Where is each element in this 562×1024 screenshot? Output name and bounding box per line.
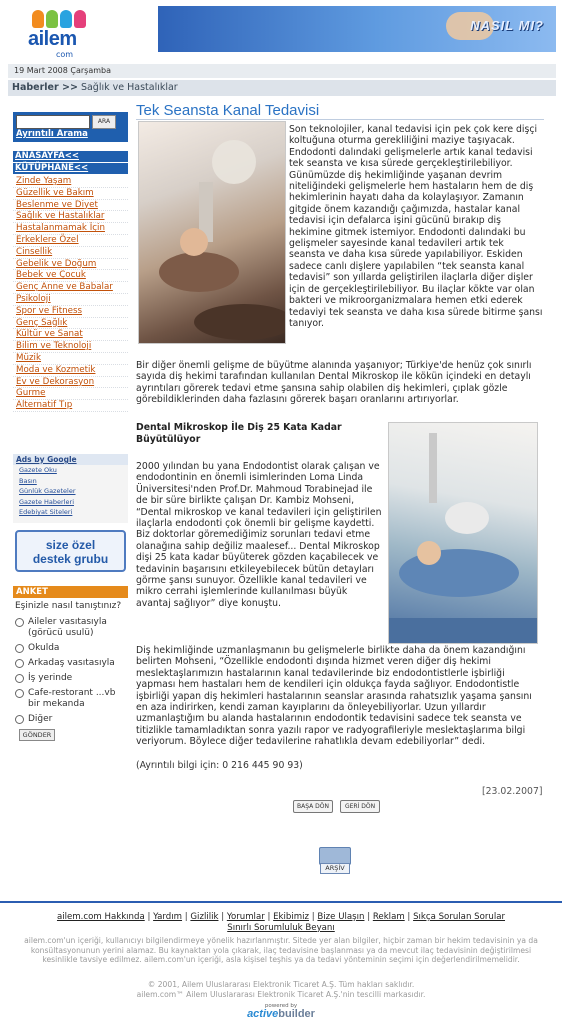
sidebar-category-item[interactable]: Bebek ve Çocuk [13,270,128,282]
logo-figure-icon [74,10,86,28]
go-back-button[interactable]: GERİ DÖN [340,800,380,813]
poll-option[interactable] [13,671,128,686]
patient-illustration [389,423,538,644]
footer-link[interactable]: Ekibimiz [273,912,310,922]
powered-by-logo[interactable] [246,1003,316,1020]
sidebar-category-item[interactable]: Gebelik ve Doğum [13,259,128,271]
footer-divider [0,901,562,903]
poll [13,586,128,743]
sidebar-category-item[interactable]: Müzik [13,353,128,365]
nav-home[interactable]: ANASAYFA<< [13,151,128,162]
poll-question: Eşinizle nasıl tanıştınız? [15,601,122,611]
sidebar-category-item[interactable]: Beslenme ve Diyet [13,200,128,212]
logo-suffix: com [56,50,74,59]
radio-button[interactable] [15,715,24,724]
poll-option-label: Okulda [28,643,60,653]
site-logo[interactable] [26,6,96,58]
article-title: Tek Seansta Kanal Tedavisi [136,102,320,119]
ads-header[interactable]: Ads by Google [13,454,128,465]
footer-link[interactable]: ailem.com Hakkında [56,912,145,922]
sidebar-category-item[interactable]: Alternatif Tıp [13,400,128,412]
search-button[interactable]: ARA [92,115,116,129]
nav-library[interactable]: KÜTÜPHANE<< [13,163,128,174]
radio-button[interactable] [15,674,24,683]
poll-option-label: İş yerinde [28,673,73,683]
poll-header: ANKET [13,586,128,598]
breadcrumb [8,80,556,96]
footer-links: ailem.com Hakkında | Yardım | Gizlilik | Yorumlar | Ekibimiz | Bize Ulaşın | Reklam | Sıkça Sorulan Sorular Sınırlı Sorumluluk Beyanı [56,912,506,933]
footer-link[interactable]: Gizlilik [190,912,219,922]
radio-button[interactable] [15,618,24,627]
poll-option-label: Arkadaş vasıtasıyla [28,658,115,668]
copyright-line-1: © 2001, Ailem Uluslararası Elektronik Ticaret A.Ş. Tüm hakları saklıdır. [147,980,415,989]
footer-link[interactable]: Sıkça Sorulan Sorular [413,912,506,922]
radio-button[interactable] [15,689,24,698]
back-to-top-button[interactable]: BAŞA DÖN [293,800,333,813]
poll-submit-button[interactable]: GÖNDER [19,729,55,741]
sidebar-category-item[interactable]: Moda ve Kozmetik [13,365,128,377]
support-group-banner[interactable] [15,530,126,572]
radio-button[interactable] [15,659,24,668]
sidebar-category-item[interactable]: Güzellik ve Bakım [13,188,128,200]
logo-figure-icon [46,10,58,28]
contact-info: (Ayrıntılı bilgi için: 0 216 445 90 93) [136,760,303,771]
sidebar-category-item[interactable]: Bilim ve Teknoloji [13,341,128,353]
activebuilder-logo: activebuilder [247,1008,315,1020]
sidebar-category-item[interactable]: Zinde Yaşam [13,176,128,188]
article-paragraph-4: Diş hekimliğinde uzmanlaşmanın bu gelişmelerle birlikte daha da önem kazandığını belirten Mohseni, “Özellikle endodonti dışında hizmet veren diğer diş hekimi meslektaşlarımızın hastalarının kanal tedavilerinde biz endodontistlerle işbirliği yapması hem hastaları hem de kendileri için oldukça fayda sağlıyor. Endodontistle işbirliği yapan diş hekimleri hastalarının seanslar arasında rahatsızlık yaşama şansını en aza indirirken, kendi zaman kayıplarını da önleyebiliyorlar. Uzun yıllardır uzmanlaştığım bu alanda hastalarının endodontik tedavisini sadece tek seansta ve titizlikle tamamladıktan sonra yazılı rapor ve radyografileriyle meslektaşlarıma bilgi veriyorum. Böylece diğer tedavilerine rahatlıkla devam edebiliyorlar” dedi. [136,645,532,748]
article-paragraph-1: Son teknolojiler, kanal tedavisi için pek çok kere dişçi koltuğuna oturma gerekliliğini maziye taşıyacak. Endodonti dalındaki gelişmelerle artık kanal tedavisi tek seansta ve kısa sürede gerçekleştirilebiliyor. Günümüzde diş hekimliğinde yaşanan devrim niteliğindeki gelişmelerle hem hastaların hem de diş hekimlerinin hayatı daha da kolaylaşıyor. Zamanın gitgide önem kazandığı çağımızda, hastalar kanal tedavisi için defalarca işini gücünü bırakıp diş hekimine gitmek istemiyor. Endodonti dalındaki bu gelişmeler sayesinde kanal tedavileri artık tek seansta ve daha kısa sürede yapılabiliyor. Eskiden sadece canlı dişlere yapılabilen “tek seansta kanal tedavisi” son yıllarda geliştirilen ilaçlarla diğer dişler için de gerçekleştirilebiliyor. Bu ilaçlar kökte var olan bakteri ve mikroorganizmalara hemen etki ederek tedaviyi tek seansta ve daha kısa sürede bitirme şansı tanıyor. [289,124,543,329]
poll-option-label: Diğer [28,714,53,724]
powered-by-text: powered by [264,1003,298,1009]
dentist-illustration [139,122,286,344]
advanced-search-link[interactable]: Ayrıntılı Arama [16,129,88,139]
ad-link[interactable]: Gazete Oku [19,466,57,474]
sidebar-category-item[interactable]: Genç Anne ve Babalar [13,282,128,294]
footer-link[interactable]: Reklam [372,912,405,922]
article-paragraph-3: 2000 yılından bu yana Endodontist olarak çalışan ve endodontinin en önemli isimlerinden Loma Linda Üniversitesi'nden Prof.Dr. Mahmoud Torabinejad ile de bir süre birlikte çalışan Dr. Kambiz Mohseni, “Dental mikroskop ve kanal tedavileri için geliştirilen ilaçlarla endodonti çok önemli bir gelişme kaydetti. Biz doktorlar göremediğimiz sorunları tedavi etme olanağına sahip değiliz maalesef... Dental Mikroskop dişi 25 kata kadar büyüterek gözden kaçabilecek ve tedavinin başarısını etkileyebilecek bütün detayları görme şansı sunuyor. Özellikle kanal tedavileri ve mikro cerrahi işlemlerinde kullanılması büyük avantaj sağlıyor” diye konuştu. [136,461,382,609]
archive-label: ARŞİV [320,863,350,874]
article-date: [23.02.2007] [482,786,543,797]
sidebar-category-item[interactable]: Spor ve Fitness [13,306,128,318]
poll-option[interactable] [13,641,128,656]
logo-text: ailem [28,28,77,50]
logo-figure-icon [60,10,72,28]
footer-link[interactable]: Yardım [153,912,183,922]
sidebar-category-item[interactable]: Cinsellik [13,247,128,259]
ad-link[interactable]: Günlük Gazeteler [19,487,76,495]
sidebar-category-item[interactable]: Genç Sağlık [13,318,128,330]
ad-link[interactable]: Gazete Haberleri [19,497,74,506]
article-paragraph-2: Bir diğer önemli gelişme de büyütme alanında yaşanıyor; Türkiye'de henüz çok sınırlı sayıda diş hekimi tarafından kullanılan Dental Mikroskop ile kökün içindeki en detaylı ayrıntıları görerek tedavi etme şansına sahip olabilen diş hekimleri, çıplak gözle görebildiklerinden daha fazlasını görerek başarı oranlarını artırıyorlar. [136,360,532,406]
article-subtitle: Dental Mikroskop İle Diş 25 Kata Kadar Büyütülüyor [136,422,342,445]
sidebar-category-item[interactable]: Hastalanmamak İçin [13,223,128,235]
banner-text: NASIL MI? [470,18,544,33]
sidebar-category-item[interactable]: Psikoloji [13,294,128,306]
title-divider [136,119,544,120]
search-box [13,112,128,142]
patient-photo [388,422,538,644]
poll-option[interactable] [13,686,128,712]
poll-option-label: Cafe-restorant ...vb bir mekanda [28,688,116,709]
logo-figure-icon [32,10,44,28]
category-menu [13,176,128,412]
date-bar: 19 Mart 2008 Çarşamba [8,64,556,78]
footer-copyright [20,980,542,999]
sidebar-category-item[interactable]: Sağlık ve Hastalıklar [13,211,128,223]
header-banner[interactable] [158,6,556,52]
footer-link[interactable]: Yorumlar [226,912,265,922]
ad-link[interactable]: Edebiyat Siteleri [19,508,73,516]
poll-option-label: Aileler vasıtasıyla (görücü usulü) [28,617,107,638]
footer-disclaimer: ailem.com'un içeriği, kullanıcıyı bilgilendirmeye yönelik hazırlanmıştır. Sitede yer alan bilgiler, hiçbir zaman bir hekim tedavisinin ya da konsültasyonunun yerini alamaz. Bu kaynaktan yola çıkarak, ilaç tedavisine başlanması ya da mevcut ilaç tedavisinin değiştirilmesi kesinlikle tavsiye edilmez. ailem.com'un içeriği, asla kişisel teşhis ya da tedavi yönteminin seçimi için değerlendirilmemelidir. [24,936,538,964]
support-line1: size özel [45,538,96,552]
footer-link[interactable]: Sınırlı Sorumluluk Beyanı [227,922,335,933]
copyright-line-2: ailem.com™ Ailem Uluslararası Elektronik Ticaret A.Ş.'nin tescilli markasıdır. [136,989,426,999]
ad-link[interactable]: Basın [19,476,37,485]
breadcrumb-current[interactable]: Sağlık ve Hastalıklar [80,82,178,93]
google-ads [13,454,128,523]
dentist-photo [138,121,286,344]
poll-option[interactable] [13,615,128,641]
archive-button[interactable] [316,845,354,875]
breadcrumb-root[interactable]: Haberler >> [12,82,78,93]
radio-button[interactable] [15,644,24,653]
sidebar-category-item[interactable]: Gurme [13,388,128,400]
support-line2: destek grubu [32,552,109,566]
footer-link[interactable]: Bize Ulaşın [317,912,365,922]
search-input[interactable] [16,115,90,129]
poll-option[interactable] [13,712,128,727]
sidebar-category-item[interactable]: Kültür ve Sanat [13,329,128,341]
sidebar-category-item[interactable]: Erkeklere Özel [13,235,128,247]
sidebar-category-item[interactable]: Ev ve Dekorasyon [13,377,128,389]
poll-option[interactable] [13,656,128,671]
